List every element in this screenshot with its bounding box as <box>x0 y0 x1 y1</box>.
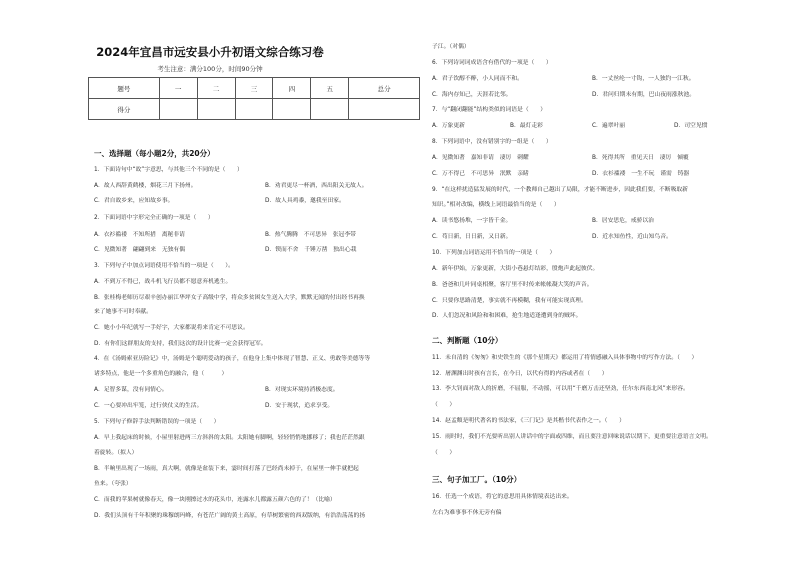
question-line: 10．下列加点词语运用不恰当的一项是（ ） <box>432 250 556 256</box>
score-table-score-row <box>89 99 420 120</box>
option-line: A．新年伊始，万象更新，大街小巷悬灯结彩，殷炮声此起彼伏。 <box>432 266 599 272</box>
option-line: D．我们头顶有千年积聚的珠穆朗玛峰，有苍茫广阔的黄土高原，有草树繁密的西双版纳，有浩浩荡荡的扬 <box>94 513 366 519</box>
score-row-label: 得分 <box>89 99 160 120</box>
option-line: B．半晌里出现了一场雨，真大啊，就像是盆装下来，霎时间打落了巴经尚未掉于，在屋里一伸手就把起 <box>94 466 359 472</box>
option-line: D．君问归期未有期，巴山夜雨涨秋池。 <box>592 92 696 98</box>
score-table <box>88 77 420 120</box>
judge-line: 14．赵孟頫是明代著名的书法家，《三门记》是其楷书代表作之一。（ ） <box>432 418 625 424</box>
option-line: B．爸爸和几叶同桌相聚，客厅里不时传来帐帐凝大笑的声音。 <box>432 282 593 288</box>
question-line: 2．下面词语中字形完全正确的一项是（ ） <box>94 215 214 221</box>
judge-line: （ ） <box>432 402 456 408</box>
option-line: B．一丈丝纶一寸钩，一人独钓一江秋。 <box>592 76 695 82</box>
score-table-header-row <box>89 78 420 99</box>
option-line: A．见微知著 嘉知非请 凄厉 刺耀 <box>432 155 529 161</box>
judge-line: 13．李大钊面对敌人的折磨，不屈服，不动摇，可以用“千磨万击还坚劲，任尔东西南北风”来形容。 <box>432 386 689 392</box>
question-line: 4．在《汤姆索亚历险记》中，汤姆是个聪明爱动的孩子，在他身上集中体现了智慧、正义、勇敢等美德等等 <box>94 356 371 362</box>
option-line: B．劝君更尽一杯酒，西出阳关无故人。 <box>265 183 368 189</box>
option-line: C．只要你思路清楚，事实就不再模糊，我有可能实现真理。 <box>432 298 587 304</box>
score-cell[interactable] <box>273 99 311 120</box>
option-line: B．对现实环境持消极态度。 <box>265 387 339 393</box>
option-line: A．故人西辞黄鹤楼，烟花三月下扬州。 <box>94 183 197 189</box>
option-line: C．一心要冲出牢笼，过行侠仗义的生活。 <box>94 403 203 409</box>
option-line: C．海内存知己，天涯若比邻。 <box>432 92 512 98</box>
option-line: D．故人具鸡黍，邀我至田家。 <box>265 198 345 204</box>
option-line: C．她小小年纪就写一手好字，大家都说将来肯定不可思议。 <box>94 325 249 331</box>
question-line: 1．下面诗句中“故”字意思，与其他三个不同的是（ ） <box>94 167 243 173</box>
option-line: C．见微知著 翩翩到来 无独有偶 <box>94 247 186 253</box>
option-line: 鱼来。（夸张） <box>94 481 132 487</box>
section-sentence-heading: 三、句子加工厂。（10分） <box>432 475 522 484</box>
option-line: D．锲而不舍 千锤万凿 独出心栽 <box>265 247 357 253</box>
exam-title: 2024年宜昌市远安县小升初语文综合练习卷 <box>96 45 324 59</box>
judge-line: 15．雨时时，我们不光要听出别人讲话中的字面或四维，而且要注意回味说话以期下，更重要注意语言文明。 <box>432 434 712 440</box>
option-line: D．衣衫褴褛 一生不玩 谨需 铸器 <box>592 171 690 177</box>
score-header-cell: 二 <box>197 78 235 99</box>
score-header-cell: 五 <box>311 78 349 99</box>
score-header-cell: 四 <box>273 78 311 99</box>
option-line: D．有你们这群朋友的支持，我们这次的设计比赛一定会获得冠军。 <box>94 341 267 347</box>
option-line: B．热气腾腾 不可思异 张冠李带 <box>265 232 356 238</box>
option-line: 着旋转。（拟人） <box>94 450 138 456</box>
option-line: D．安于现状，追求享受。 <box>265 403 334 409</box>
option-line: A．万象更新 <box>432 123 465 129</box>
option-line: D．司空见惯 <box>674 123 708 129</box>
option-line: A．不到万不得已，战斗机飞行员都不愿意弃机逃生。 <box>94 279 232 285</box>
question-line: 5．下列句子修辞手法判断错误的一项是（ ） <box>94 419 220 425</box>
score-cell[interactable] <box>159 99 197 120</box>
option-line: C．而我的苹果树就像春天，像一块刚擦过水的花头巾，连露水儿都露五颜六色的了！（比喻） <box>94 497 336 503</box>
score-header-cell: 一 <box>159 78 197 99</box>
option-line: A．衣衫褴褛 不知所措 离秘非请 <box>94 232 185 238</box>
option-line: C．遍翠叶丽 <box>592 123 626 129</box>
score-header-cell: 题号 <box>89 78 160 99</box>
option-line: A．君子饮醇不醉，小人同而不和。 <box>432 76 523 82</box>
section-judge-heading: 二、判断题（10分） <box>432 336 503 345</box>
option-line: D．近水知鱼性，近山知鸟音。 <box>592 234 672 240</box>
question-line: 8．下列词语中，没有错别字的一组是（ ） <box>432 139 552 145</box>
question-line: 9．“在这样扰造猛发展的时代，一个教师自己越出了局限，才能不断进步，因此我们要，不断吸取新 <box>432 187 688 193</box>
option-line: 来了她事不可时奉献。 <box>94 309 152 315</box>
judge-line: （ ） <box>432 450 456 456</box>
question-line: 16．任选一个成语，将它的意思用具体情境表达出来。 <box>432 494 573 500</box>
right-page <box>420 0 794 562</box>
option-line: A．早上我起床的时候，小屋里射进两三方斜斜的太阳。太阳她有脚啊，轻轻悄悄地挪移了；我也茫茫然跟 <box>94 435 365 441</box>
judge-line: 11．未自清的《匆匆》和史铁生的《那个星期天》都运用了将情感融入具体事物中的写作方法。（ ） <box>432 355 698 361</box>
section-choice-heading: 一、选择题（每小题2分，共20分） <box>94 149 215 158</box>
score-cell[interactable] <box>197 99 235 120</box>
option-line: B．最灯走彩 <box>510 123 543 129</box>
exam-notice: 考生注意：满分100分，时间90分钟 <box>157 65 263 73</box>
question-line: 7．与“翻闭翻能”结构类似的词语是（ ） <box>432 107 547 113</box>
idiom-list: 左右为难事事不休无旁有偏 <box>432 510 502 516</box>
option-line: 子江。（对偶） <box>432 44 470 50</box>
question-line: 6．下列诗词词成语含有借代的一项是（ ） <box>432 60 552 66</box>
score-header-cell: 总分 <box>349 78 420 99</box>
score-cell[interactable] <box>311 99 349 120</box>
judge-line: 12．屠渊渊出时孩有言长，在今日，以代有得的内容或者在（ ） <box>432 371 608 377</box>
question-line: 诸多特点，他是一个多重角色的融合，他（ ） <box>94 371 228 377</box>
option-line: A．读书悠扬堆，一字皆千金。 <box>432 218 512 224</box>
option-line: C．君自故乡来，应知故乡事。 <box>94 198 174 204</box>
score-cell[interactable] <box>235 99 273 120</box>
option-line: B．居安思危，戒骄以治 <box>592 218 654 224</box>
option-line: D．人们忽况和风险和和困难，抢生地适逢遭到身的贼坏。 <box>432 313 582 319</box>
option-line: B．死得其所 重见天日 凄厉 倾覆 <box>592 155 689 161</box>
option-line: B．张桂梅老师历尽艰辛创办丽江华坪女子高级中学，将众多贫困女生送入大学，默默无闻的付出经书再换 <box>94 295 365 301</box>
question-line: 3．下列句子中加点词语使用不恰当的一项是（ ）。 <box>94 263 234 269</box>
option-line: C．万不得已 不可思异 泯默 亲睹 <box>432 171 529 177</box>
option-line: A．足智多谋，没有同情心。 <box>94 387 168 393</box>
option-line: C．苟日新，日日新，又日新。 <box>432 234 512 240</box>
question-line: 知识。”相对改编，横线上词语最恰当的是（ ） <box>432 202 560 208</box>
score-header-cell: 三 <box>235 78 273 99</box>
score-cell[interactable] <box>349 99 420 120</box>
